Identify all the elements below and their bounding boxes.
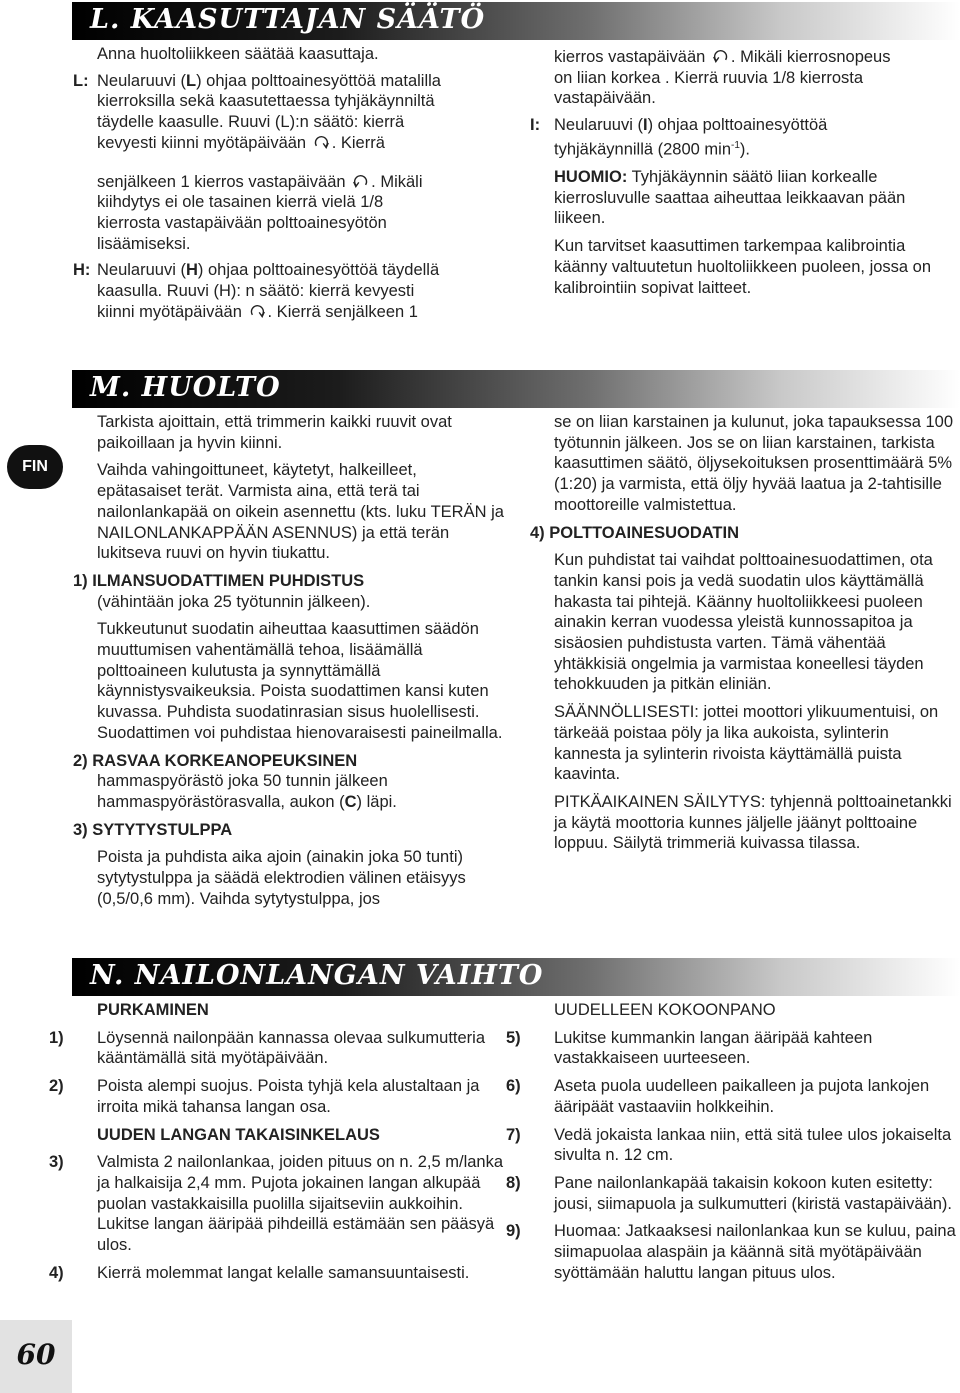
- l-line1b: ) ohjaa polttoainesyöttöä matalilla: [196, 71, 441, 90]
- l-line5: [73, 172, 505, 193]
- n-step-4-text: Kierrä molemmat langat kelalle samansuuntaisesti.: [97, 1263, 470, 1282]
- m-heading-2-sub: [73, 771, 505, 812]
- h-line1b: ) ohjaa polttoainesyöttöä täydellä: [197, 261, 440, 280]
- r-line1b-text: . Mikäli kierrosnopeus: [730, 48, 891, 66]
- l-label: L:: [73, 71, 89, 90]
- l-line1a: Neularuuvi (: [97, 71, 186, 90]
- n-step-3: [49, 1152, 505, 1256]
- section-m-title: M. HUOLTO: [90, 372, 281, 403]
- m-heading-2: 2) RASVAA KORKEANOPEUKSINEN: [73, 751, 358, 770]
- n-step-5-num: 5): [506, 1028, 521, 1047]
- purkaminen-heading: PURKAMINEN: [97, 1001, 209, 1019]
- rotate-clockwise-icon: [313, 134, 330, 151]
- n-step-3-num: 3): [49, 1153, 64, 1172]
- i-line1b: ) ohjaa polttoainesyöttöä: [647, 116, 828, 135]
- i-line1a: Neularuuvi (: [554, 116, 643, 135]
- n-step-9-num: 9): [506, 1222, 521, 1241]
- m-paragraph-1: Tarkista ajoittain, että trimmerin kaikki ruuvit ovat paikoillaan ja hyvin kiinni.: [97, 413, 452, 452]
- n-step-7-num: 7): [506, 1125, 521, 1144]
- n-step-5: [506, 1028, 960, 1069]
- i-screw-paragraph: [530, 115, 950, 160]
- section-n-header: [72, 958, 960, 996]
- section-n-left-column: [49, 1000, 505, 1290]
- section-l-header: [72, 2, 960, 40]
- h-line2: kaasulla. Ruuvi (H): n säätö: kierrä kevyesti: [97, 282, 415, 301]
- page-number: 60: [16, 1338, 56, 1371]
- section-l-title: L. KAASUTTAJAN SÄÄTÖ: [90, 4, 486, 35]
- n-step-6-num: 6): [506, 1077, 521, 1096]
- n-step-7: [506, 1125, 960, 1166]
- l-line8: lisäämiseksi.: [97, 234, 191, 253]
- n-step-3-text: Valmista 2 nailonlankaa, joiden pituus on n. 2,5 m/lanka ja halkaisija 2,4 mm. Pujota jokainen langan alkupää puolan vastakkaisilla puolilla sijaitseviin aukkoihin. Lukitse langan ääripää pihdeillä estämään sen pääsyä ulos.: [97, 1153, 504, 1255]
- n-step-7-text: Vedä jokaista lankaa niin, että sitä tulee ulos jokaiselta sivulta n. 12 cm.: [554, 1125, 952, 1165]
- m-paragraph-2: Vaihda vahingoittuneet, käytetyt, halkeilleet, epätasaiset terät. Varmista aina, että terä tai nailonlankapää on oikein asennettu (kts. luku TERÄN ja NAILONLANKAPPÄÄN ASENNUS) ja että terän lukitseva ruuvi on hyvin tiukattu.: [97, 461, 504, 563]
- i-label: I:: [530, 116, 541, 135]
- i-bold: I: [642, 116, 648, 135]
- n-step-9-text: Huomaa: Jatkaaksesi nailonlankaa kun se kuluu, paina siimapuolaa alaspäin ja käännä sitä myötäpäivään syöttämään haluttu langan pituus ulos.: [554, 1222, 956, 1282]
- n-step-9: [506, 1221, 960, 1283]
- m-heading-1: 1) ILMANSUODATTIMEN PUHDISTUS: [73, 571, 365, 590]
- l-bold: L: [185, 71, 197, 90]
- r-line1: [530, 47, 950, 68]
- huomio-paragraph: [530, 167, 950, 229]
- reassembly-heading: UUDELLEEN KOKOONPANO: [554, 1001, 776, 1019]
- l-line6: kiihdytys ei ole tasainen kierrä vielä 1/8: [97, 193, 384, 212]
- r-line3: vastapäivään.: [554, 89, 656, 108]
- m-right-paragraph-3: SÄÄNNÖLLISESTI: jottei moottori ylikuumentuisi, on tärkeää poistaa pöly ja lika aukoista, sylinterin kannesta ja sylinterin rivoista käyttämällä puista kaavinta.: [554, 703, 939, 784]
- section-n-title: N. NAILONLANGAN VAIHTO: [90, 960, 544, 991]
- m-h2-bold: C: [344, 792, 357, 811]
- l-line5-text: senjälkeen 1 kierros vastapäivään: [97, 172, 346, 191]
- i-line2b-text: ).: [739, 140, 751, 159]
- rotate-counterclockwise-icon: [712, 48, 729, 65]
- rewind-heading: UUDEN LANGAN TAKAISINKELAUS: [97, 1125, 380, 1144]
- section-l-right-column: [530, 47, 950, 305]
- section-n-right-column: [506, 1000, 960, 1290]
- h-line1a: Neularuuvi (: [97, 261, 186, 280]
- section-m-right-column: [530, 412, 960, 861]
- m-h2-sub-b: hammaspyörästörasvalla, aukon (: [97, 792, 345, 811]
- n-step-8-text: Pane nailonlankapää takaisin kokoon kuten esitetty: jousi, siimapuola ja sulkumutteri (kiristä vastapäivään).: [554, 1173, 952, 1213]
- m-heading-3: 3) SYTYTYSTULPPA: [73, 820, 233, 839]
- h-screw-paragraph: [73, 260, 505, 322]
- h-line3b-text: . Kierrä senjälkeen 1: [267, 302, 418, 321]
- l-line4b-text: . Kierrä: [331, 133, 385, 152]
- n-step-4-num: 4): [49, 1263, 64, 1282]
- h-label: H:: [73, 261, 91, 280]
- l-screw-paragraph: [73, 71, 505, 255]
- r-line2: on liian korkea . Kierrä ruuvia 1/8 kierrosta: [554, 68, 864, 87]
- l-line5b-text: . Mikäli: [371, 172, 423, 191]
- h-line3-text: kiinni myötäpäivään: [97, 302, 242, 321]
- n-step-8-num: 8): [506, 1173, 521, 1192]
- l-line4: [73, 133, 505, 154]
- n-step-2: [49, 1076, 505, 1117]
- i-line2-text: tyhjäkäynnillä (2800 min: [554, 140, 732, 159]
- calibration-paragraph: Kun tarvitset kaasuttimen tarkempaa kalibrointia käänny valtuutetun huoltoliikkeen puoleen, jossa on kalibrointiin sopivat laitteet.: [554, 237, 932, 297]
- n-step-1-text: Löysennä nailonpään kannassa olevaa sulkumutteria kääntämällä sitä myötäpäivään.: [97, 1028, 486, 1068]
- m-paragraph-4: Poista ja puhdista aika ajoin (ainakin joka 50 tunti) sytytystulppa ja säädä elektrodien välinen etäisyys (0,5/0,6 mm). Vaihda sytytystulppa, jos: [97, 848, 466, 908]
- l-line7: kierrosta vastapäivään polttoainesyötön: [97, 213, 387, 232]
- m-right-paragraph-1: se on liian karstainen ja kulunut, joka tapauksessa 100 työtunnin jälkeen. Jos se on liian karstainen, tarkista kaasuttimen säätö, öljysekoituksen prosenttimäärä 5% (1:20) ja varmista, että öljy hyvää laatua ja 2-tahtisille moottoreille valmistettua.: [554, 413, 954, 514]
- huomio-label: HUOMIO:: [554, 168, 628, 187]
- i-sup: -1: [731, 139, 740, 151]
- n-step-4: [49, 1263, 505, 1284]
- n-step-5-text: Lukitse kummankin langan ääripää kahteen vastakkaiseen uurteeseen.: [554, 1028, 873, 1068]
- m-right-paragraph-4: PITKÄAIKAINEN SÄILYTYS: tyhjennä polttoainetankki ja käytä moottoria kunnes jäljelle jäänyt polttoaine loppuu. Säilytä trimmeriä kuivassa tilassa.: [554, 792, 952, 853]
- huomio-text: Tyhjäkäynnin säätö liian korkealle kierrosluvulle saattaa aiheuttaa leikkaavan pään liikeen.: [554, 168, 906, 228]
- n-step-8: [506, 1173, 960, 1214]
- rotate-clockwise-icon: [249, 303, 266, 320]
- m-heading-4: 4) POLTTOAINESUODATIN: [530, 523, 740, 542]
- m-h2-sub-c: ) läpi.: [356, 792, 397, 811]
- language-tab-fin: FIN: [7, 445, 63, 489]
- l-line2: kierroksilla sekä kaasutettaessa tyhjäkäynniltä: [97, 92, 435, 111]
- n-step-2-num: 2): [49, 1077, 64, 1096]
- r-line1-text: kierros vastapäivään: [554, 48, 706, 66]
- n-step-6-text: Aseta puola uudelleen paikalleen ja pujota lankojen ääripäät vastaaviin holkkeihin.: [554, 1077, 930, 1116]
- n-step-2-text: Poista alempi suojus. Poista tyhjä kela alustaltaan ja irroita mikä tahansa langan osa.: [97, 1077, 480, 1116]
- section-m-left-column: [73, 412, 505, 916]
- section-l-intro: Anna huoltoliikkeen säätää kaasuttaja.: [97, 45, 379, 63]
- m-heading-1-sub: (vähintään joka 25 työtunnin jälkeen).: [97, 592, 371, 611]
- h-continuation: [530, 47, 950, 109]
- m-paragraph-3: Tukkeutunut suodatin aiheuttaa kaasuttimen säädön muuttumisen vahentämällä tehoa, lisäämällä polttoaineen kulutusta ja synnyttämällä käynnistysvaikeuksia. Poista suodattimen kansi kuten kuvassa. Puhdista suodatinrasian sisus huolellisesti. Suodattimen voi puhdistaa hienovaraisesti paineilmalla.: [97, 620, 503, 742]
- page-number-box: [0, 1320, 72, 1393]
- n-step-1-num: 1): [49, 1028, 64, 1047]
- rotate-counterclockwise-icon: [352, 173, 369, 190]
- section-l-left-column: [73, 44, 505, 329]
- i-line2: [530, 136, 950, 160]
- h-bold: H: [185, 261, 198, 280]
- h-line3: [73, 302, 505, 323]
- l-line3: täydelle kaasulle. Ruuvi (L):n säätö: kierrä: [97, 113, 405, 132]
- l-line4-text: kevyesti kiinni myötäpäivään: [97, 133, 307, 152]
- m-h2-sub-a: hammaspyörästö joka 50 tunnin jälkeen: [97, 772, 388, 791]
- n-step-6: [506, 1076, 960, 1117]
- section-m-header: [72, 370, 960, 408]
- n-step-1: [49, 1028, 505, 1069]
- m-right-paragraph-2: Kun puhdistat tai vaihdat polttoainesuodattimen, ota tankin kansi pois ja vedä suodatin ulos käyttämällä hakasta tai pihtejä. Käänny huoltoliikkeesi puoleen ainakin kerran vuodessa yleistä kunnossapitoa ja sisäosien puhdistusta varten. Tämä vähentää yhtäkkisiä ongelmia ja varmistaa koneellesi täyden tehokkuuden ja pitkän eliniän.: [554, 551, 933, 694]
